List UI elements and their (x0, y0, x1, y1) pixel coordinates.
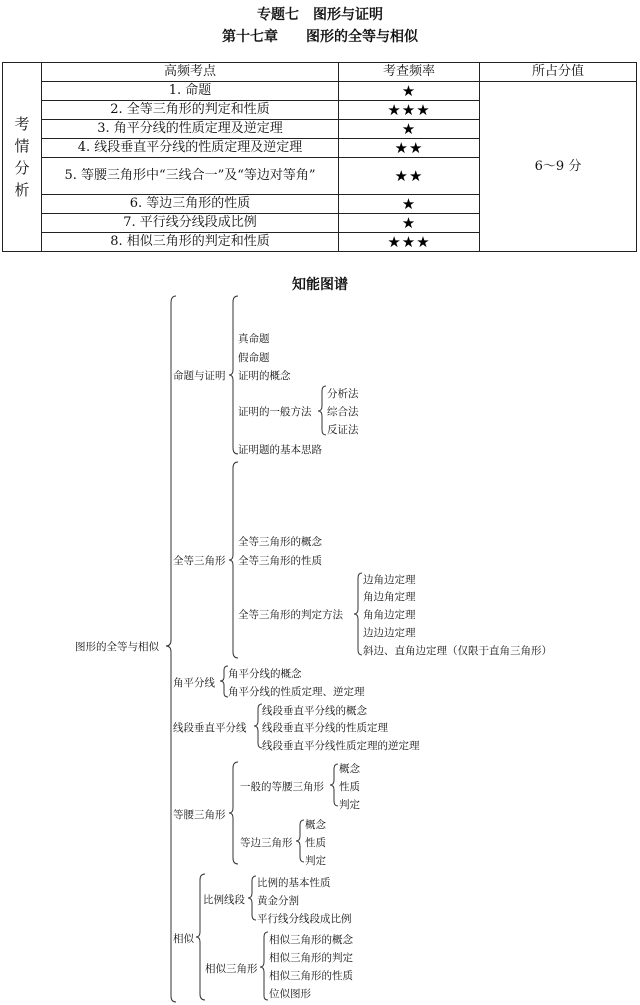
congruent-node: 全等三角形 (173, 555, 226, 567)
topic-cell: 1. 命题 (42, 82, 339, 101)
list-item: 证明题的基本思路 (238, 444, 322, 456)
list-item: 全等三角形的概念 (238, 536, 322, 548)
list-item: 综合法 (327, 406, 359, 418)
list-item: 黄金分割 (257, 895, 299, 907)
list-item: 相似三角形的性质 (269, 970, 353, 982)
list-item: 平行线分线段成比例 (257, 913, 352, 925)
perp-node: 线段垂直平分线 (173, 722, 247, 734)
general-iso-node: 一般的等腰三角形 (240, 781, 324, 793)
list-item: 反证法 (327, 424, 359, 436)
list-item: 角平分线的性质定理、逆定理 (228, 686, 365, 698)
side-char: 考 (14, 115, 30, 133)
list-item: 边角边定理 (363, 574, 416, 586)
bisector-node: 角平分线 (173, 677, 215, 689)
topic-title: 专题七 图形与证明 (257, 7, 383, 23)
list-item: 线段垂直平分线的概念 (262, 705, 367, 717)
list-item: 判定 (305, 855, 326, 867)
mindmap-title: 知能图谱 (292, 277, 348, 293)
list-item: 相似三角形的判定 (269, 952, 353, 964)
list-item: 相似三角形的概念 (269, 934, 353, 946)
side-char: 析 (14, 181, 30, 199)
proof-node: 命题与证明 (173, 370, 226, 382)
list-item: 比例的基本性质 (257, 877, 331, 889)
list-item: 分析法 (327, 388, 359, 400)
list-item: 概念 (339, 763, 360, 775)
freq-stars: ★ (339, 82, 480, 101)
list-item: 斜边、直角边定理（仅限于直角三角形） (363, 645, 552, 657)
list-item: 角平分线的概念 (228, 668, 302, 680)
topic-cell: 2. 全等三角形的判定和性质 (42, 101, 339, 120)
list-item: 判定 (339, 799, 360, 811)
tri-node: 相似三角形 (205, 963, 258, 975)
list-item: 线段垂直平分线性质定理的逆定理 (262, 740, 420, 752)
judge-node: 全等三角形的判定方法 (238, 609, 343, 621)
equi-node: 等边三角形 (240, 837, 293, 849)
freq-stars: ★ (339, 195, 480, 214)
list-item: 边边边定理 (363, 627, 416, 639)
score-cell: 6～9 分 (480, 82, 637, 252)
list-item: 证明的概念 (238, 370, 291, 382)
method-node: 证明的一般方法 (238, 406, 312, 418)
freq-stars: ★★★ (339, 233, 480, 252)
topic-cell: 5. 等腰三角形中“三线合一”及“等边对等角” (42, 158, 339, 195)
list-item: 假命题 (238, 352, 270, 364)
freq-stars: ★ (339, 120, 480, 139)
list-item: 角边角定理 (363, 591, 416, 603)
list-item: 角角边定理 (363, 609, 416, 621)
list-item: 概念 (305, 819, 326, 831)
topic-cell: 6. 等边三角形的性质 (42, 195, 339, 214)
similar-node: 相似 (173, 933, 194, 945)
freq-stars: ★★★ (339, 101, 480, 120)
isosceles-node: 等腰三角形 (173, 809, 226, 821)
list-item: 性质 (339, 781, 360, 793)
side-char: 情 (14, 137, 30, 155)
ratio-node: 比例线段 (203, 894, 245, 906)
list-item: 线段垂直平分线的性质定理 (262, 722, 388, 734)
topic-cell: 8. 相似三角形的判定和性质 (42, 233, 339, 252)
list-item: 真命题 (238, 333, 270, 345)
list-item: 性质 (305, 837, 326, 849)
side-char: 分 (14, 159, 30, 177)
topic-cell: 7. 平行线分线段成比例 (42, 214, 339, 233)
col-score-header: 所占分值 (480, 63, 637, 82)
topic-cell: 3. 角平分线的性质定理及逆定理 (42, 120, 339, 139)
chapter-title: 第十七章 图形的全等与相似 (222, 29, 418, 45)
freq-stars: ★★ (339, 158, 480, 195)
root-node: 图形的全等与相似 (75, 641, 159, 653)
list-item: 位似图形 (269, 988, 311, 1000)
topic-cell: 4. 线段垂直平分线的性质定理及逆定理 (42, 139, 339, 158)
col-freq-header: 考查频率 (339, 63, 480, 82)
freq-stars: ★★ (339, 139, 480, 158)
freq-stars: ★ (339, 214, 480, 233)
list-item: 全等三角形的性质 (238, 555, 322, 567)
col-topic-header: 高频考点 (42, 63, 339, 82)
